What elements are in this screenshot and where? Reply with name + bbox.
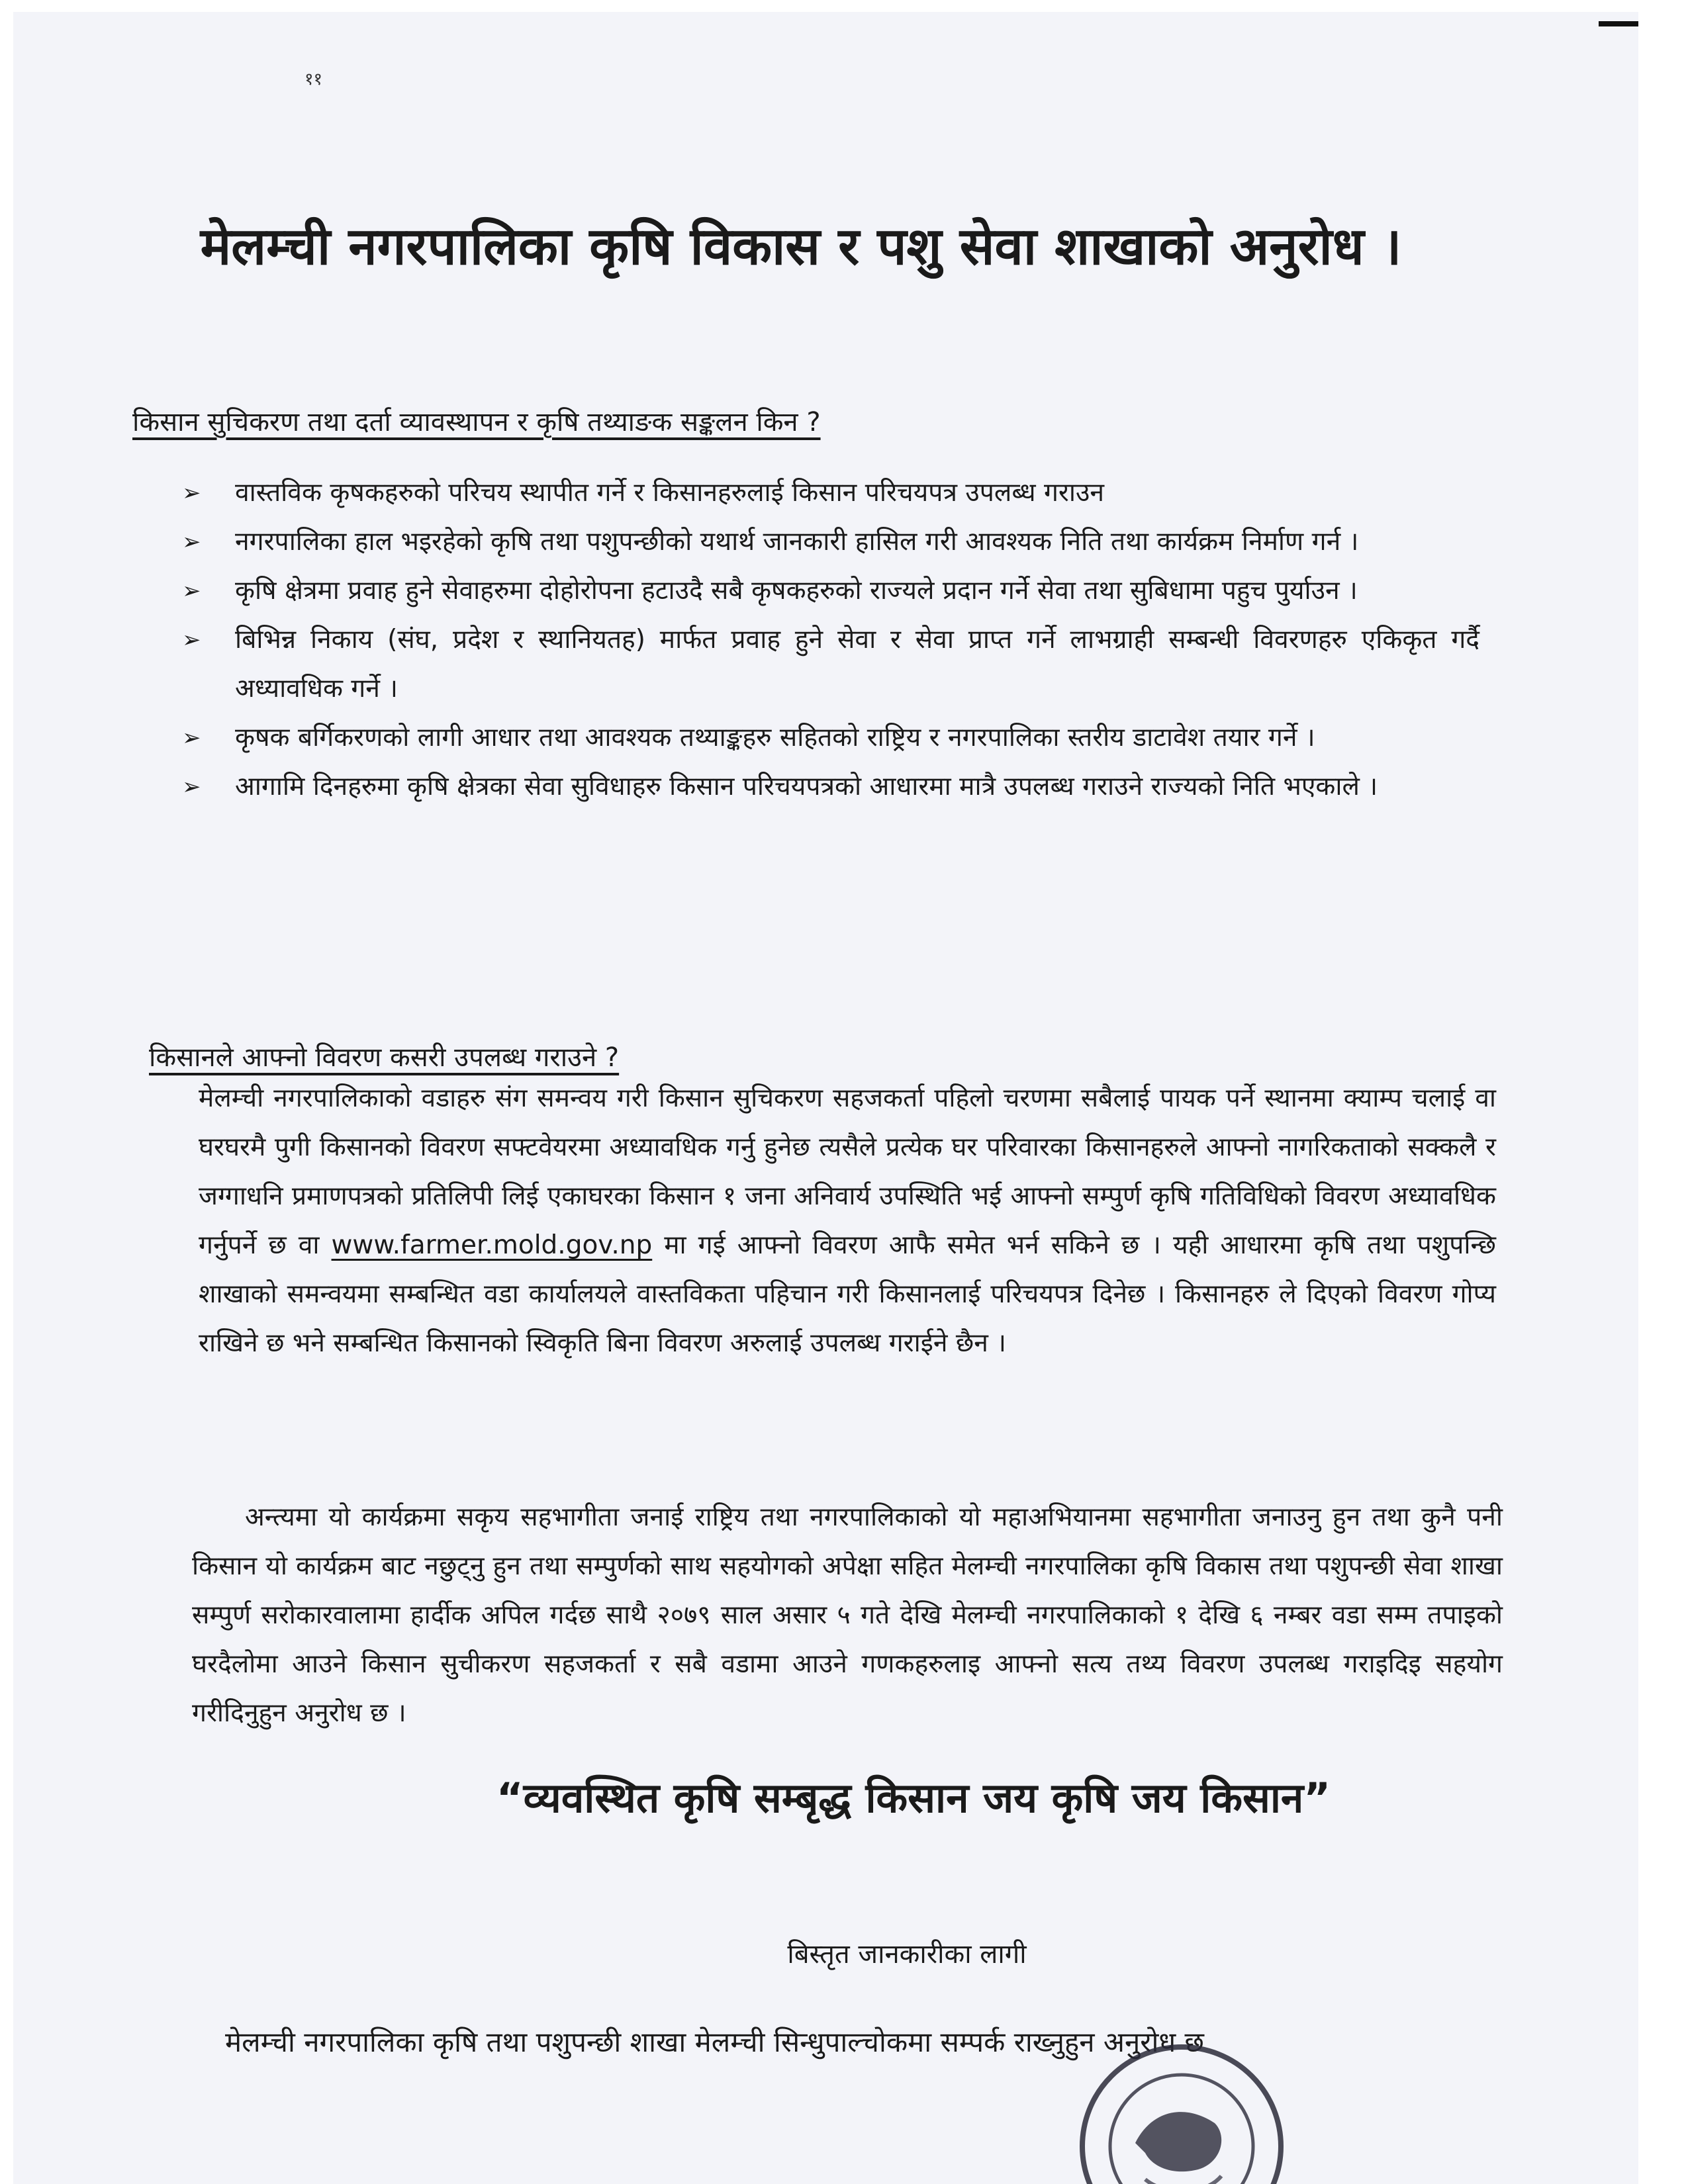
contact-line: मेलम्ची नगरपालिका कृषि तथा पशुपन्छी शाखा मेलम्ची सिन्धुपाल्चोकमा सम्पर्क राख्नुहुन अनुरोध छ [225,2026,1204,2058]
arrow-bullet-icon: ➢ [182,578,201,604]
arrow-bullet-icon: ➢ [182,725,201,751]
farmer-portal-link[interactable]: www.farmer.mold.gov.np [331,1230,653,1260]
arrow-bullet-icon: ➢ [182,627,201,653]
municipality-seal-icon [1072,2037,1291,2184]
list-item-text: नगरपालिका हाल भइरहेको कृषि तथा पशुपन्छीको यथार्थ जानकारी हासिल गरी आवश्यक निति तथा कार्यक्रम निर्माण गर्न । [235,527,1359,557]
list-item-text: वास्तविक कृषकहरुको परिचय स्थापीत गर्ने र किसानहरुलाई किसान परिचयपत्र उपलब्ध गराउन [235,478,1105,508]
page-title: मेलम्ची नगरपालिका कृषि विकास र पशु सेवा शाखाको अनुरोध । [200,217,1402,277]
list-item [182,713,1479,762]
arrow-bullet-icon: ➢ [182,480,201,506]
paragraph-text: मेलम्ची नगरपालिकाको वडाहरु संग समन्वय गरी किसान सुचिकरण सहजकर्ता पहिलो चरणमा सबैलाई पायक पर्ने स्थानमा क्याम्प चलाई वा घरघरमै पुगी किसानको विवरण सफ्टवेयरमा अध्यावधिक गर्नु हुनेछ त्यसैले प्रत्येक घर परिवारका किसानहरुले आफ्नो नागरिकताको सक्कलै र जग्गाधनि प्रमाणपत्रको प्रतिलिपी लिई एकाघरका किसान १ जना अनिवार्य उपस्थिति भई आफ्नो सम्पुर्ण कृषि गतिविधिको विवरण अध्यावधिक गर्नुपर्ने छ वा [199,1083,1496,1260]
list-item [182,762,1479,811]
edge-mark [1599,21,1638,26]
appeal-paragraph: अन्त्यमा यो कार्यक्रमा सकृय सहभागीता जनाई राष्ट्रिय तथा नगरपालिकाको यो महाअभियानमा सहभागीता जनाउनु हुन तथा कुनै पनी किसान यो कार्यक्रम बाट नछुट्नु हुन तथा सम्पुर्णको साथ सहयोगको अपेक्षा सहित मेलम्ची नगरपालिका कृषि विकास तथा पशुपन्छी सेवा शाखा सम्पुर्ण सरोकारवालामा हार्दीक अपिल गर्दछ साथै २०७९ साल असार ५ गते देखि मेलम्ची नगरपालिकाको १ देखि ६ नम्बर वडा सम्म तपाइको घरदैलोमा आउने किसान सुचीकरण सहजकर्ता र सबै वडामा आउने गणकहरुलाइ आफ्नो सत्य तथ्य विवरण उपलब्ध गराइदिइ सहयोग गरीदिनुहुन अनुरोध छ । [192,1502,1503,1728]
arrow-bullet-icon: ➢ [182,529,201,555]
list-item-text: आगामि दिनहरुमा कृषि क्षेत्रका सेवा सुविधाहरु किसान परिचयपत्रको आधारमा मात्रै उपलब्ध गराउने राज्यको निति भएकाले । [235,772,1378,801]
list-item-text: बिभिन्न निकाय (संघ, प्रदेश र स्थानियतह) मार्फत प्रवाह हुने सेवा र सेवा प्राप्त गर्ने लाभग्राही सम्बन्धी विवरणहरु एकिकृत गर्दै अध्यावधिक गर्ने । [235,625,1479,704]
list-item [182,518,1479,567]
arrow-bullet-icon: ➢ [182,774,201,800]
list-item-text: कृषक बर्गिकरणको लागी आधार तथा आवश्यक तथ्याङ्कहरु सहितको राष्ट्रिय र नगरपालिका स्तरीय डाटावेश तयार गर्ने । [235,723,1315,752]
list-item [182,615,1479,713]
list-item-text: कृषि क्षेत्रमा प्रवाह हुने सेवाहरुमा दोहोरोपना हटाउदै सबै कृषकहरुको राज्यले प्रदान गर्ने सेवा तथा सुबिधामा पहुच पुर्याउन । [235,576,1358,606]
instructions-paragraph [199,1074,1496,1368]
list-item [182,567,1479,615]
section-heading-how: किसानले आफ्नो विवरण कसरी उपलब्ध गराउने ? [149,1042,620,1073]
reasons-list [182,469,1479,811]
paragraph-text: मा गई आफ्नो विवरण आफै समेत भर्न सकिने छ । यही आधारमा कृषि तथा पशुपन्छि शाखाको समन्वयमा सम्बन्धित वडा कार्यालयले वास्तविकता पहिचान गरी किसानलाई परिचयपत्र दिनेछ । किसानहरु ले दिएको विवरण गोप्य राखिने छ भने सम्बन्धित किसानको स्विकृति बिना विवरण अरुलाई उपलब्ध गराईने छैन । [199,1230,1496,1358]
section-heading-why: किसान सुचिकरण तथा दर्ता व्यावस्थापन र कृषि तथ्याङक सङ्कलन किन ? [132,407,821,437]
slogan: “व्यवस्थित कृषि सम्बृद्ध किसान जय कृषि जय किसान” [496,1774,1331,1822]
corner-mark: ११ [305,69,323,89]
info-line: बिस्तृत जानकारीका लागी [787,1939,1027,1970]
list-item [182,469,1479,518]
document-page [13,12,1638,2184]
